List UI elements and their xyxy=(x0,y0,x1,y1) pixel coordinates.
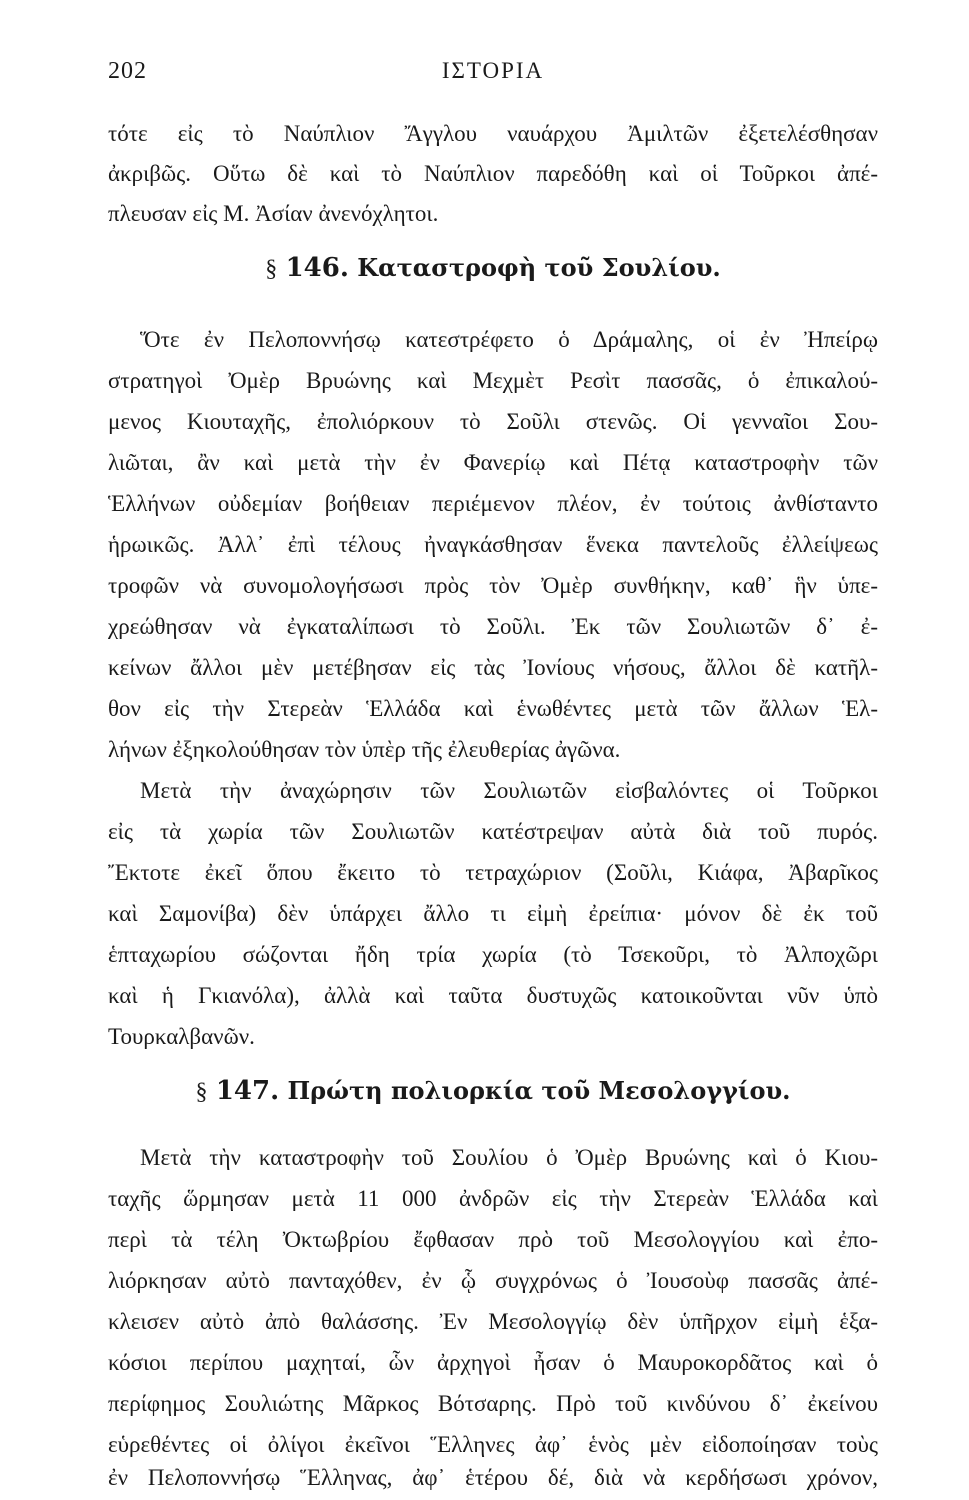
section-title: Πρώτη πολιορκία τοῦ Μεσολογγίου. xyxy=(287,1076,791,1105)
text-line: Τουρκαλβανῶν. xyxy=(108,1024,255,1049)
text-line: τροφῶν νὰ συνομολογήσωσι πρὸς τὸν Ὀμὲρ συνθήκην, καθ᾽ ἣν ὑπε- xyxy=(108,573,878,598)
page-number: 202 xyxy=(108,58,147,84)
text-line: ἀκριβῶς. Οὕτω δὲ καὶ τὸ Ναύπλιον παρεδόθη καὶ οἱ Τοῦρκοι ἀπέ- xyxy=(108,161,878,186)
running-head: ΙΣΤΟΡΙΑ xyxy=(441,58,545,83)
text-line: μενος Κιουταχῆς, ἐπολιόρκουν τὸ Σοῦλι στενῶς. Οἱ γενναῖοι Σου- xyxy=(108,409,878,434)
section-title: Καταστροφὴ τοῦ Σουλίου. xyxy=(357,253,721,282)
text-line: Ἔκτοτε ἐκεῖ ὅπου ἔκειτο τὸ τετραχώριον (Σοῦλι, Κιάφα, Ἀβαρῖκος xyxy=(108,860,878,885)
text-line: Ἑλλήνων οὐδεμίαν βοήθειαν περιέμενον πλέον, ἐν τούτοις ἀνθίσταντο xyxy=(108,491,878,516)
section-number: 147. xyxy=(215,1076,280,1106)
section-heading-147 xyxy=(108,1071,878,1112)
text-line: λήνων ἐξηκολούθησαν τὸν ὑπὲρ τῆς ἐλευθερίας ἀγῶνα. xyxy=(108,737,621,762)
text-line: περὶ τὰ τέλη Ὀκτωβρίου ἔφθασαν πρὸ τοῦ Μεσολογγίου καὶ ἐπο- xyxy=(108,1227,878,1252)
text-line: πλευσαν εἰς Μ. Ἀσίαν ἀνενόχλητοι. xyxy=(108,201,439,226)
text-line: θον εἰς τὴν Στερεὰν Ἑλλάδα καὶ ἑνωθέντες μετὰ τῶν ἄλλων Ἑλ- xyxy=(108,696,878,721)
text-line: Μετὰ τὴν ἀναχώρησιν τῶν Σουλιωτῶν εἰσβαλόντες οἱ Τοῦρκοι xyxy=(140,778,878,803)
text-line: Μετὰ τὴν καταστροφὴν τοῦ Σουλίου ὁ Ὀμὲρ Βρυώνης καὶ ὁ Κιου- xyxy=(140,1145,878,1170)
text-line: λιῶται, ἂν καὶ μετὰ τὴν ἐν Φανερίῳ καὶ Πέτᾳ καταστροφὴν τῶν xyxy=(108,450,878,475)
text-line: στρατηγοὶ Ὀμὲρ Βρυώνης καὶ Μεχμὲτ Ρεσὶτ πασσᾶς, ὁ ἐπικαλού- xyxy=(108,368,878,393)
text-line: κόσιοι περίπου μαχηταί, ὧν ἀρχηγοὶ ἦσαν ὁ Μαυροκορδᾶτος καὶ ὁ xyxy=(108,1350,878,1375)
text-line: ἡρωικῶς. Ἀλλ᾽ ἐπὶ τέλους ἠναγκάσθησαν ἕνεκα παντελοῦς ἐλλείψεως xyxy=(108,532,878,557)
text-line: ἐν Πελοποννήσῳ Ἕλληνας, ἀφ᾽ ἑτέρου δέ, διὰ νὰ κερδήσωσι χρόνον, xyxy=(108,1465,878,1490)
text-line: χρεώθησαν νὰ ἐγκαταλίπωσι τὸ Σοῦλι. Ἐκ τῶν Σουλιωτῶν δ᾽ ἐ- xyxy=(108,614,878,639)
text-line: τότε εἰς τὸ Ναύπλιον Ἄγγλου ναυάρχου Ἀμιλτῶν ἐξετελέσθησαν xyxy=(108,121,878,146)
text-line: ἑπταχωρίου σώζονται ἤδη τρία χωρία (τὸ Τσεκοῦρι, τὸ Ἀλποχῶρι xyxy=(108,942,878,967)
text-line: καὶ Σαμονίβα) δὲν ὑπάρχει ἄλλο τι εἰμὴ ἐρείπια· μόνον δὲ ἐκ τοῦ xyxy=(108,901,878,926)
text-line: κλεισεν αὐτὸ ἀπὸ θαλάσσης. Ἐν Μεσολογγίῳ δὲν ὑπῆρχον εἰμὴ ἑξα- xyxy=(108,1309,878,1334)
section-heading-146 xyxy=(108,248,878,289)
section-number: 146. xyxy=(285,253,349,283)
text-line: εὑρεθέντες οἱ ὀλίγοι ἐκεῖνοι Ἕλληνες ἀφ᾽ ἑνὸς μὲν εἰδοποίησαν τοὺς xyxy=(108,1432,878,1457)
text-line: λιόρκησαν αὐτὸ πανταχόθεν, ἐν ᾧ συγχρόνως ὁ Ἰουσοὺφ πασσᾶς ἀπέ- xyxy=(108,1268,878,1293)
text-line: Ὅτε ἐν Πελοποννήσῳ κατεστρέφετο ὁ Δράμαλης, οἱ ἐν Ἠπείρῳ xyxy=(140,327,878,352)
section-symbol: § xyxy=(195,1079,208,1105)
text-line: περίφημος Σουλιώτης Μᾶρκος Βότσαρης. Πρὸ τοῦ κινδύνου δ᾽ ἐκείνου xyxy=(108,1391,878,1416)
text-line: κείνων ἄλλοι μὲν μετέβησαν εἰς τὰς Ἰονίους νήσους, ἄλλοι δὲ κατῆλ- xyxy=(108,655,878,680)
text-line: καὶ ἡ Γκιανόλα), ἀλλὰ καὶ ταῦτα δυστυχῶς κατοικοῦνται νῦν ὑπὸ xyxy=(108,983,878,1008)
section-symbol: § xyxy=(265,256,278,282)
text-line: ταχῆς ὥρμησαν μετὰ 11 000 ἀνδρῶν εἰς τὴν Στερεὰν Ἑλλάδα καὶ xyxy=(108,1186,878,1211)
page-header xyxy=(108,58,878,94)
text-line: εἰς τὰ χωρία τῶν Σουλιωτῶν κατέστρεψαν αὐτὰ διὰ τοῦ πυρός. xyxy=(108,819,878,844)
